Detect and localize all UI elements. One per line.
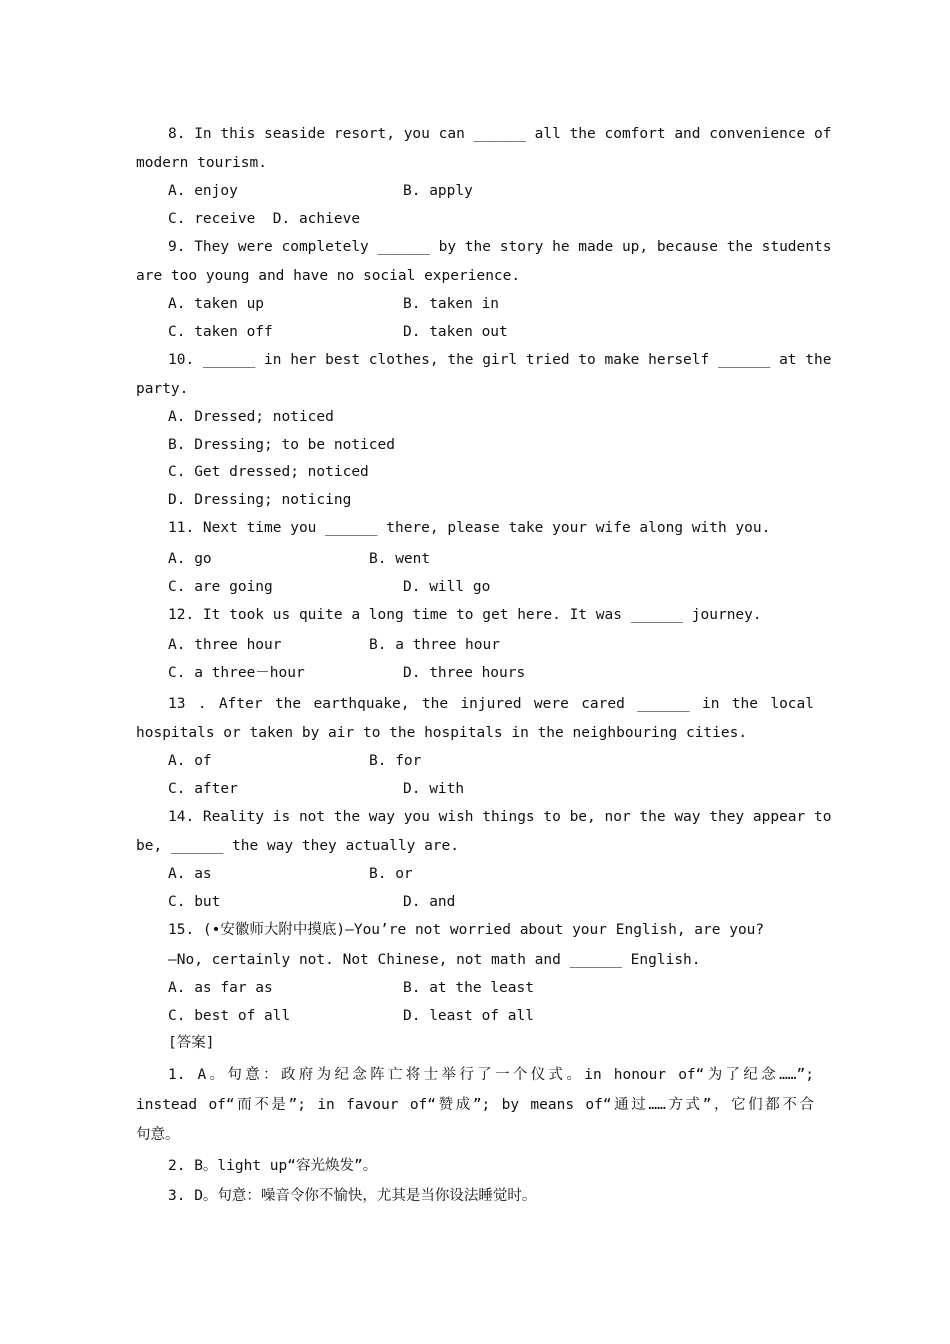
question-9-option-c: C. taken off (168, 324, 273, 340)
question-15-stem: 15. (•安徽师大附中摸底)—You’re not worried about your English, are you? (168, 922, 765, 938)
question-15-option-b: B. at the least (403, 980, 534, 996)
question-10-option-b: B. Dressing; to be noticed (168, 437, 395, 453)
question-9-stem: 9. They were completely ______ by the story he made up, because the students (168, 239, 832, 255)
question-15-option-c: C. best of all (168, 1008, 291, 1024)
question-8-stem: 8. In this seaside resort, you can ______ all the comfort and convenience of (168, 126, 832, 142)
question-12-option-a: A. three hour (168, 637, 282, 653)
question-8-stem-cont: modern tourism. (136, 155, 267, 171)
question-15-option-d: D. least of all (403, 1008, 534, 1024)
question-12-option-d: D. three hours (403, 665, 526, 681)
question-12-stem: 12. It took us quite a long time to get here. It was ______ journey. (168, 607, 762, 623)
answer-1-line-1: 1. A。句意：政府为纪念阵亡将士举行了一个仪式。in honour of“为了纪念……”; (168, 1067, 814, 1083)
question-12-option-c: C. a three－hour (168, 665, 305, 681)
question-14-option-a: A. as (168, 866, 212, 882)
question-10-option-a: A. Dressed; noticed (168, 409, 334, 425)
question-14-option-b: B. or (369, 866, 413, 882)
question-11-stem: 11. Next time you ______ there, please take your wife along with you. (168, 520, 771, 536)
question-10-stem-cont: party. (136, 381, 189, 397)
question-12-option-b: B. a three hour (369, 637, 500, 653)
question-14-option-d: D. and (403, 894, 456, 910)
question-8-option-b: B. apply (403, 183, 473, 199)
question-15-option-a: A. as far as (168, 980, 273, 996)
question-11-option-c: C. are going (168, 579, 273, 595)
question-9-option-d: D. taken out (403, 324, 508, 340)
question-9-option-a: A. taken up (168, 296, 265, 312)
question-10-option-c: C. Get dressed; noticed (168, 464, 369, 480)
answer-3: 3. D。句意：噪音令你不愉快，尤其是当你设法睡觉时。 (168, 1188, 537, 1204)
question-13-stem: 13 . After the earthquake, the injured were cared ______ in the local (168, 696, 814, 712)
question-13-option-c: C. after (168, 781, 238, 797)
question-11-option-d: D. will go (403, 579, 491, 595)
question-9-stem-cont: are too young and have no social experience. (136, 268, 521, 284)
question-11-option-a: A. go (168, 551, 212, 567)
answer-2: 2. B。light up“容光焕发”。 (168, 1158, 378, 1174)
answers-heading: [答案] (168, 1035, 215, 1051)
question-10-option-d: D. Dressing; noticing (168, 492, 352, 508)
question-10-stem: 10. ______ in her best clothes, the girl tried to make herself ______ at the (168, 352, 832, 368)
question-8-option-cd: C. receive D. achieve (168, 211, 361, 227)
question-14-stem-cont: be, ______ the way they actually are. (136, 838, 460, 854)
answer-1-line-3: 句意。 (136, 1127, 180, 1143)
question-13-option-a: A. of (168, 753, 212, 769)
answer-1-line-2: instead of“而不是”; in favour of“赞成”; by means of“通过……方式”，它们都不合 (136, 1097, 814, 1113)
question-15-stem-cont: —No, certainly not. Not Chinese, not math and ______ English. (168, 952, 701, 968)
question-14-option-c: C. but (168, 894, 221, 910)
question-14-stem: 14. Reality is not the way you wish things to be, nor the way they appear to (168, 809, 832, 825)
question-9-option-b: B. taken in (403, 296, 500, 312)
question-13-option-d: D. with (403, 781, 465, 797)
question-11-option-b: B. went (369, 551, 431, 567)
question-13-option-b: B. for (369, 753, 422, 769)
question-8-option-a: A. enjoy (168, 183, 238, 199)
question-13-stem-cont: hospitals or taken by air to the hospitals in the neighbouring cities. (136, 725, 748, 741)
